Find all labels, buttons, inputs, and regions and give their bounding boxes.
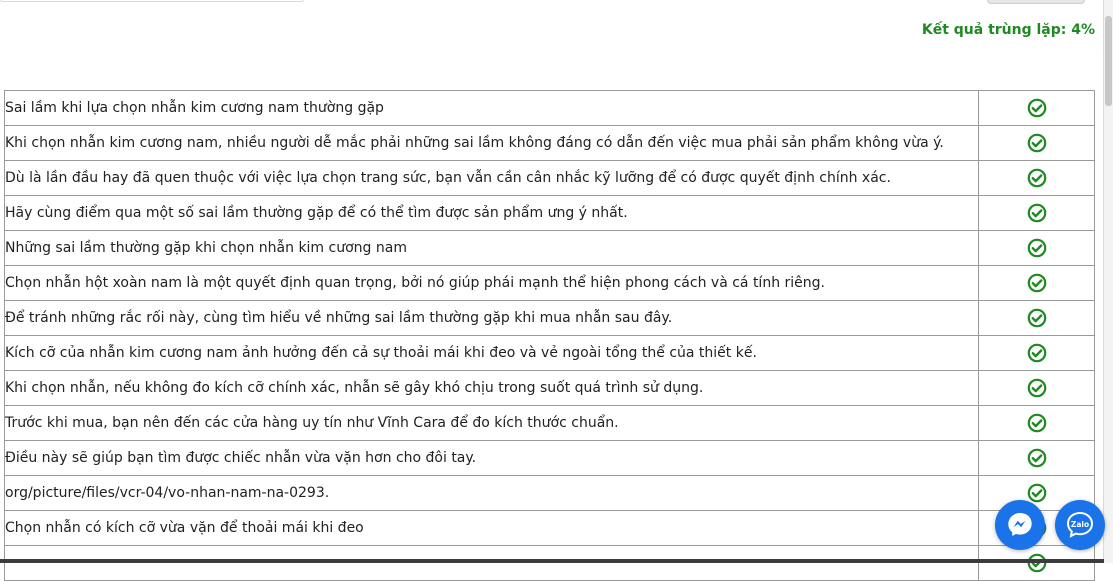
table-row [5,266,1095,301]
check-circle-icon [1027,378,1047,398]
bottom-bar [0,559,1104,563]
table-row [5,231,1095,266]
sentence-text: Dù là lần đầu hay đã quen thuộc với việc lựa chọn trang sức, bạn vẫn cần cân nhắc kỹ lưỡng để có được quyết định chính xác. [5,161,979,196]
check-circle-icon [1027,413,1047,433]
status-cell [979,336,1095,371]
status-cell [979,231,1095,266]
zalo-icon [1064,509,1096,541]
status-cell [979,91,1095,126]
status-cell [979,266,1095,301]
check-circle-icon [1027,238,1047,258]
scrollbar-thumb[interactable] [1105,16,1112,106]
search-input[interactable] [0,0,304,2]
status-cell [979,441,1095,476]
table-row [5,301,1095,336]
top-button[interactable] [987,0,1085,4]
sentence-text: Những sai lầm thường gặp khi chọn nhẫn kim cương nam [5,231,979,266]
sentence-text: Trước khi mua, bạn nên đến các cửa hàng uy tín như Vĩnh Cara để đo kích thước chuẩn. [5,406,979,441]
table-row [5,476,1095,511]
table-row [5,91,1095,126]
messenger-button[interactable] [995,500,1045,550]
check-circle-icon [1027,133,1047,153]
table-row [5,441,1095,476]
check-circle-icon [1027,553,1047,573]
check-circle-icon [1027,308,1047,328]
messenger-icon [1005,510,1035,540]
zalo-button[interactable] [1055,500,1105,550]
status-cell [979,546,1095,581]
table-row [5,511,1095,546]
table-row [5,196,1095,231]
check-circle-icon [1027,273,1047,293]
check-circle-icon [1027,343,1047,363]
status-cell [979,196,1095,231]
results-table [4,90,1095,581]
table-row [5,406,1095,441]
table-row [5,161,1095,196]
sentence-text: Chọn nhẫn hột xoàn nam là một quyết định quan trọng, bởi nó giúp phái mạnh thể hiện phong cách và cá tính riêng. [5,266,979,301]
sentence-text: Khi chọn nhẫn, nếu không đo kích cỡ chính xác, nhẫn sẽ gây khó chịu trong suốt quá trình sử dụng. [5,371,979,406]
table-row [5,336,1095,371]
sentence-text: org/picture/files/vcr-04/vo-nhan-nam-na-0293. [5,476,979,511]
sentence-text: Khi chọn nhẫn kim cương nam, nhiều người dễ mắc phải những sai lầm không đáng có dẫn đến việc mua phải sản phẩm không vừa ý. [5,126,979,161]
table-row [5,546,1095,581]
table-row [5,126,1095,161]
sentence-text: Để tránh những rắc rối này, cùng tìm hiểu về những sai lầm thường gặp khi mua nhẫn sau đây. [5,301,979,336]
status-cell [979,371,1095,406]
duplicate-result: Kết quả trùng lặp: 4% [921,22,1095,38]
table-row [5,371,1095,406]
check-circle-icon [1027,483,1047,503]
status-cell [979,126,1095,161]
status-cell [979,301,1095,336]
check-circle-icon [1027,203,1047,223]
sentence-text: Kích cỡ của nhẫn kim cương nam ảnh hưởng đến cả sự thoải mái khi đeo và vẻ ngoài tổng thể của thiết kế. [5,336,979,371]
check-circle-icon [1027,448,1047,468]
sentence-text: Hãy cùng điểm qua một số sai lầm thường gặp để có thể tìm được sản phẩm ưng ý nhất. [5,196,979,231]
sentence-text [5,546,979,581]
sentence-text: Chọn nhẫn có kích cỡ vừa vặn để thoải mái khi đeo [5,511,979,546]
sentence-text: Điều này sẽ giúp bạn tìm được chiếc nhẫn vừa vặn hơn cho đôi tay. [5,441,979,476]
zalo-label: Zalo [1070,520,1090,529]
status-cell [979,406,1095,441]
status-cell [979,161,1095,196]
check-circle-icon [1027,168,1047,188]
sentence-text: Sai lầm khi lựa chọn nhẫn kim cương nam thường gặp [5,91,979,126]
check-circle-icon [1027,98,1047,118]
